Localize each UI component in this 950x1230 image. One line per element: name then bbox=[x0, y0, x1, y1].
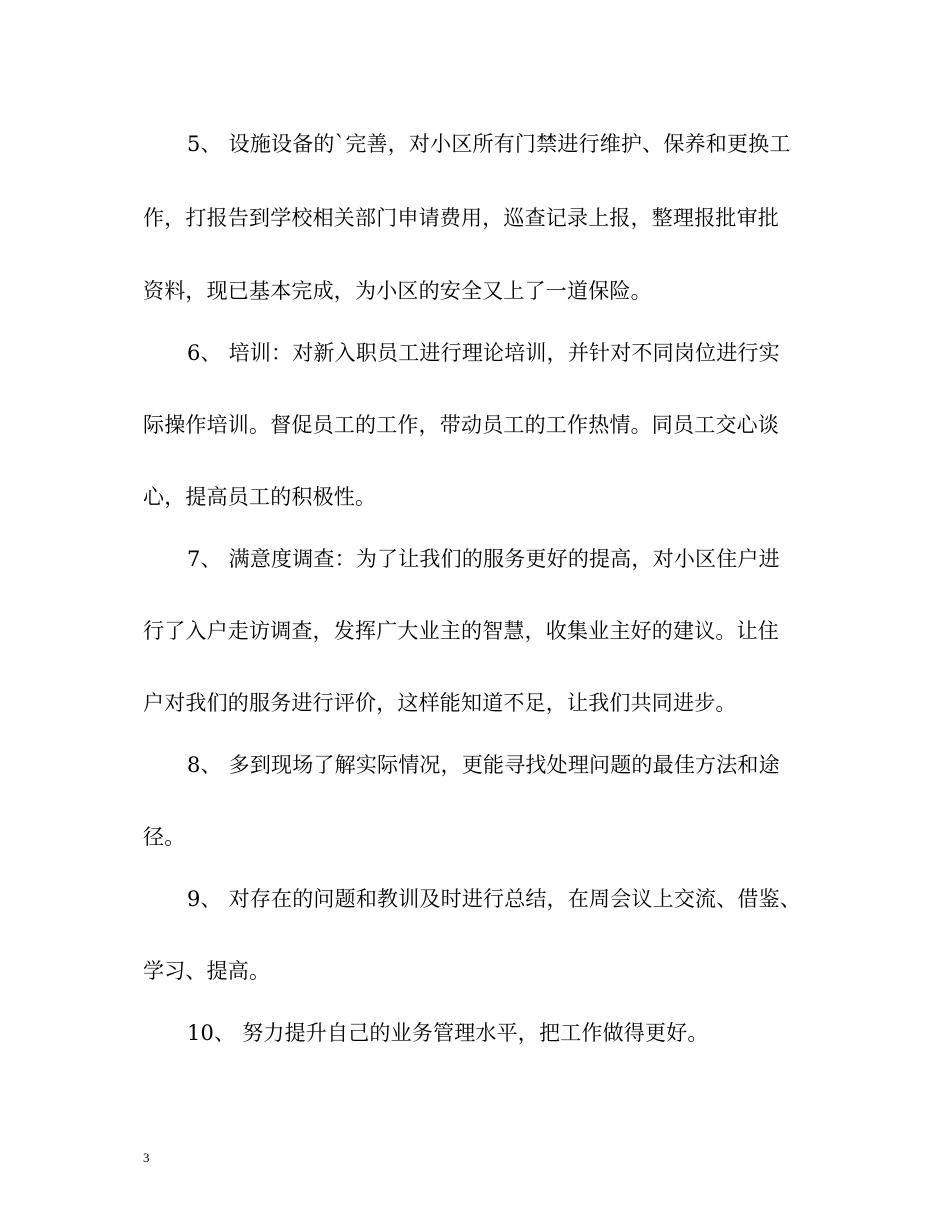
item-9-line-2: 学习、提高。 bbox=[143, 959, 271, 983]
item-8-line-2: 径。 bbox=[143, 825, 186, 849]
item-6-line-1: 6、 培训：对新入职员工进行理论培训，并针对不同岗位进行实 bbox=[187, 341, 780, 365]
item-6-line-3: 心，提高员工的积极性。 bbox=[143, 485, 377, 509]
item-7-line-1: 7、 满意度调查：为了让我们的服务更好的提高，对小区住户进 bbox=[187, 547, 780, 571]
item-5-line-2: 作，打报告到学校相关部门申请费用，巡查记录上报，整理报批审批 bbox=[143, 206, 779, 230]
item-6-line-2: 际操作培训。督促员工的工作，带动员工的工作热情。同员工交心谈 bbox=[143, 413, 779, 437]
item-5-line-3: 资料，现已基本完成，为小区的安全又上了一道保险。 bbox=[143, 279, 652, 303]
item-7-line-3: 户对我们的服务进行评价，这样能知道不足，让我们共同进步。 bbox=[143, 691, 737, 715]
item-10-line-1: 10、 努力提升自己的业务管理水平，把工作做得更好。 bbox=[187, 1021, 709, 1045]
item-9-line-1: 9、 对存在的问题和教训及时进行总结，在周会议上交流、借鉴、 bbox=[187, 887, 802, 911]
item-5-line-1: 5、 设施设备的`完善，对小区所有门禁进行维护、保养和更换工 bbox=[187, 132, 791, 156]
item-7-line-2: 行了入户走访调查，发挥广大业主的智慧，收集业主好的建议。让住 bbox=[143, 619, 779, 643]
page-number: 3 bbox=[143, 1150, 150, 1165]
item-8-line-1: 8、 多到现场了解实际情况，更能寻找处理问题的最佳方法和途 bbox=[187, 753, 780, 777]
